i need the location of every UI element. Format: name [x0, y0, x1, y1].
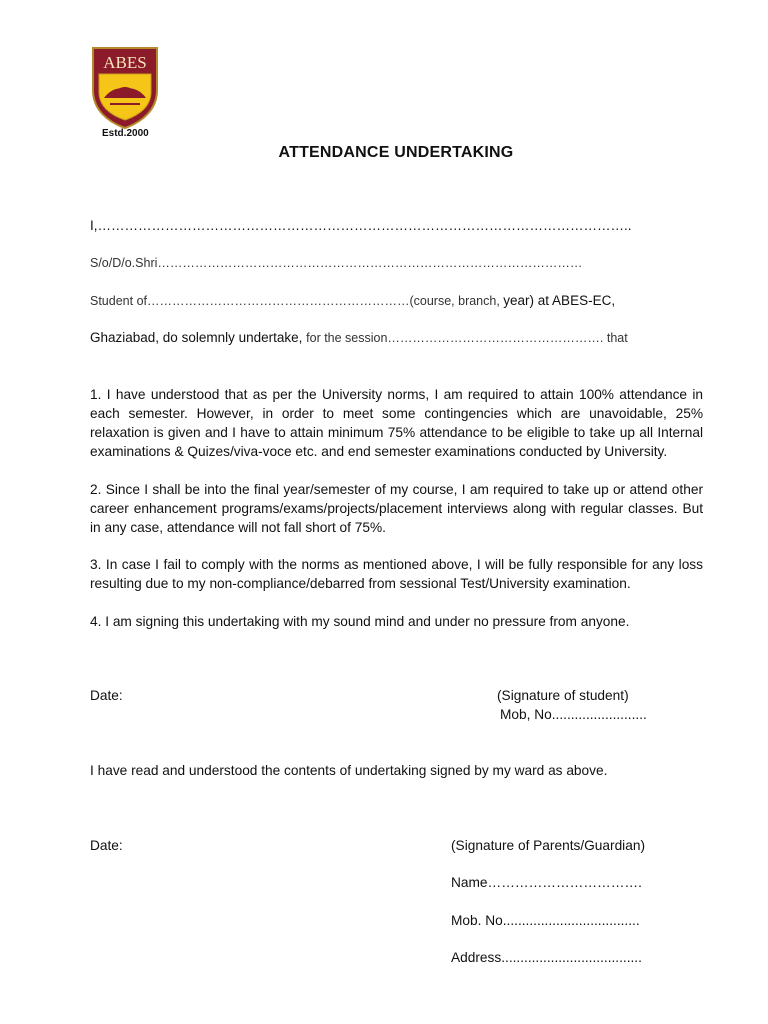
parent-date-label: Date:	[90, 838, 123, 853]
student-signature-label: (Signature of student)	[497, 688, 629, 703]
field-course-line: Student of………………………………………………………(course, branch, year) at ABES-EC,	[90, 293, 616, 308]
parent-address-field: Address.....................................	[451, 950, 642, 965]
parent-name-field: Name…………………………….	[451, 875, 642, 890]
parent-statement: I have read and understood the contents of undertaking signed by my ward as above.	[90, 763, 608, 778]
clause-3: 3. In case I fail to comply with the norms as mentioned above, I will be fully responsible for any loss resulting due to my non-compliance/debarred from sessional Test/University examination.	[90, 557, 703, 591]
field-session-line: Ghaziabad, do solemnly undertake, for the session……………………………………………. that	[90, 330, 628, 345]
abes-logo	[90, 46, 160, 130]
clause-4: 4. I am signing this undertaking with my sound mind and under no pressure from anyone.	[90, 614, 630, 629]
field-parent-line: S/o/D/o.Shri…………………………………………………………………………………………	[90, 256, 583, 270]
clause-2: 2. Since I shall be into the final year/semester of my course, I am required to take up or attend other career enhancement programs/exams/projects/placement interviews along with regular classes. But in any case, attendance will not fall short of 75%.	[90, 482, 703, 535]
clause-1: 1. I have understood that as per the University norms, I am required to attain 100% attendance in each semester. However, in order to meet some contingencies which are unavoidable, 25% relaxation is given and I have to attain minimum 75% attendance to be eligible to take up all Internal examinations & Quizes/viva-voce etc. and end semester examinations conducted by University.	[90, 387, 703, 459]
student-date-label: Date:	[90, 688, 123, 703]
student-mobile-field: Mob, No.........................	[500, 707, 647, 722]
parent-mobile-field: Mob. No....................................	[451, 913, 640, 928]
parent-signature-label: (Signature of Parents/Guardian)	[451, 838, 646, 853]
established-year: Estd.2000	[102, 128, 149, 139]
page-title: ATTENDANCE UNDERTAKING	[278, 144, 514, 161]
svg-text:ABES: ABES	[103, 53, 147, 72]
field-name-line: I,………………………………………………………………………………………………………..	[90, 218, 632, 233]
